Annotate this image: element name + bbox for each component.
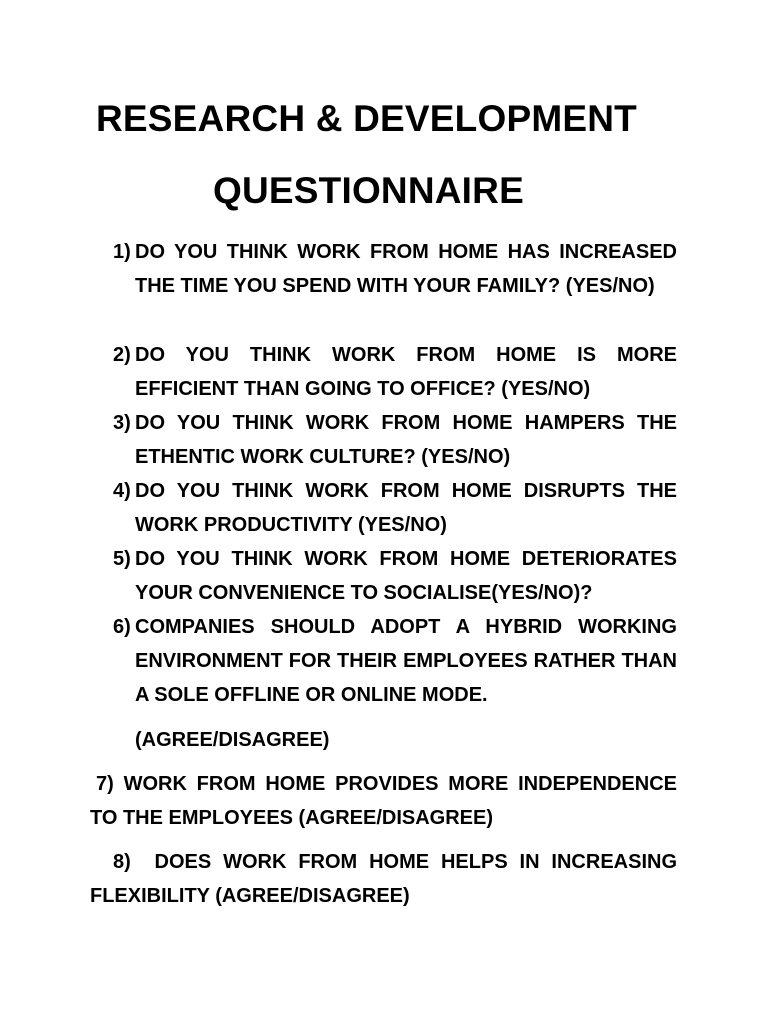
question-6 [113, 610, 677, 712]
document-title: RESEARCH & DEVELOPMENT [96, 98, 637, 139]
question-number: 5) [113, 548, 131, 570]
question-number: 6) [113, 616, 131, 638]
question-text: DO YOU THINK WORK FROM HOME HAMPERS THE ETHENTIC WORK CULTURE? (YES/NO) [135, 412, 677, 468]
question-7: 7) WORK FROM HOME PROVIDES MORE INDEPENDENCE TO THE EMPLOYEES (AGREE/DISAGREE) [90, 773, 677, 829]
question-1 [113, 235, 677, 303]
document-subtitle: QUESTIONNAIRE [213, 170, 524, 211]
question-6-options: (AGREE/DISAGREE) [135, 729, 330, 751]
question-2 [113, 338, 677, 406]
question-number: 4) [113, 480, 131, 502]
question-3 [113, 406, 677, 474]
question-text: DO YOU THINK WORK FROM HOME DISRUPTS THE WORK PRODUCTIVITY (YES/NO) [135, 480, 677, 536]
question-number: 1) [113, 241, 131, 263]
question-5 [113, 542, 677, 610]
question-text: DO YOU THINK WORK FROM HOME HAS INCREASED THE TIME YOU SPEND WITH YOUR FAMILY? (YES/NO) [135, 241, 677, 297]
question-text: COMPANIES SHOULD ADOPT A HYBRID WORKING ENVIRONMENT FOR THEIR EMPLOYEES RATHER THAN A SOLE OFFLINE OR ONLINE MODE. [135, 616, 677, 706]
question-text: DO YOU THINK WORK FROM HOME DETERIORATES YOUR CONVENIENCE TO SOCIALISE(YES/NO)? [135, 548, 677, 604]
question-4 [113, 474, 677, 542]
question-number: 2) [113, 344, 131, 366]
question-number: 3) [113, 412, 131, 434]
question-8: 8) DOES WORK FROM HOME HELPS IN INCREASING FLEXIBILITY (AGREE/DISAGREE) [90, 851, 677, 907]
question-text: DO YOU THINK WORK FROM HOME IS MORE EFFICIENT THAN GOING TO OFFICE? (YES/NO) [135, 344, 677, 400]
